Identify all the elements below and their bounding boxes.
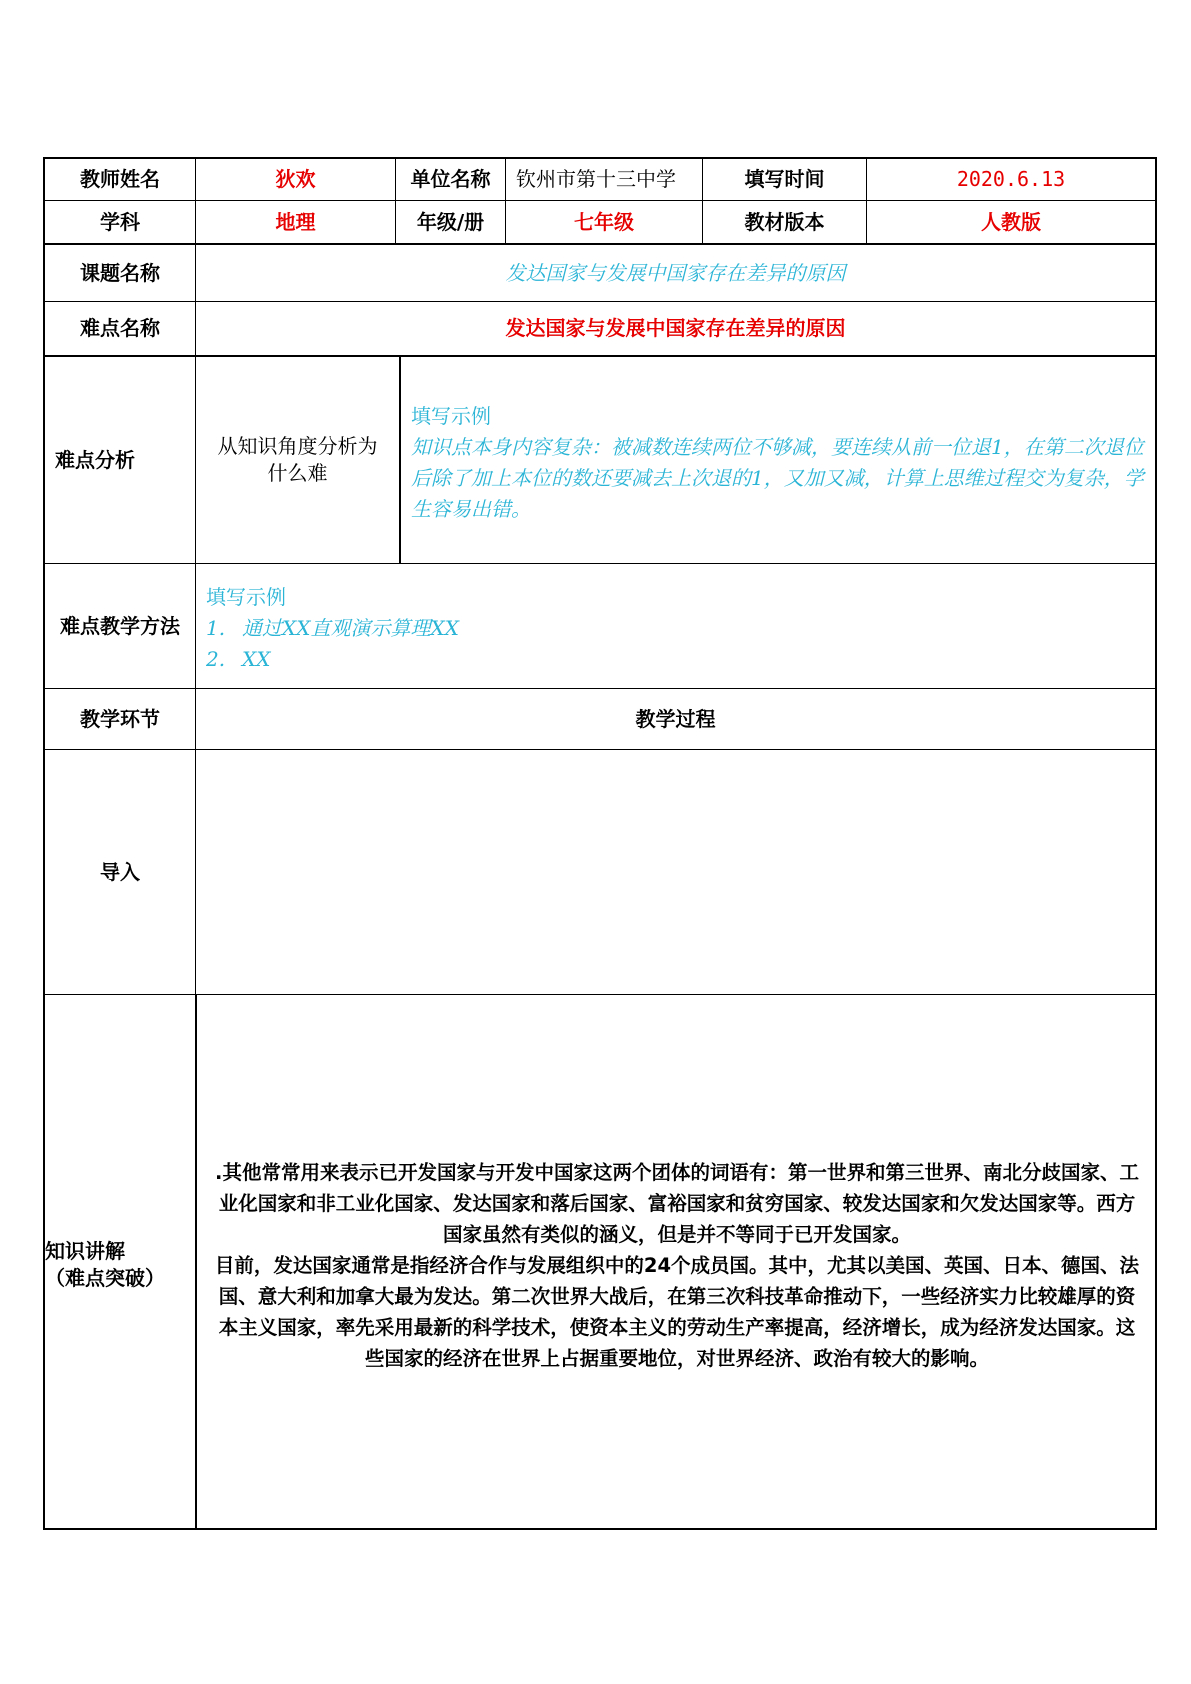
edition-value: 人教版 (866, 201, 1155, 243)
analysis-question-line1: 从知识角度分析为 (217, 434, 378, 458)
method-item-text: 通过XX直观演示算理XX (242, 616, 459, 640)
method-item (206, 644, 270, 675)
knowledge-content (195, 995, 1155, 1528)
date-label: 填写时间 (702, 159, 866, 200)
analysis-label: 难点分析 (55, 447, 135, 472)
knowledge-paragraph-1: .其他常常用来表示已开发国家与开发中国家这两个团体的词语有：第一世界和第三世界、南北分歧国家、工业化国家和非工业化国家、发达国家和落后国家、富裕国家和贫穷国家、较发达国家和欠发达国家等。西方国家虽然有类似的涵义，但是并不等同于已开发国家。 (215, 1161, 1139, 1246)
lesson-plan-table (43, 157, 1157, 1530)
teacher-name: 狄欢 (195, 159, 395, 200)
method-label: 难点教学方法 (60, 613, 180, 638)
stage-label: 教学环节 (80, 706, 160, 731)
intro-label: 导入 (100, 859, 140, 884)
knowledge-paragraph-2: 目前，发达国家通常是指经济合作与发展组织中的24个成员国。其中，尤其以美国、英国、日本、德国、法国、意大利和加拿大最为发达。第二次世界大战后，在第三次科技革命推动下，一些经济实力比较雄厚的资本主义国家，率先采用最新的科学技术，使资本主义的劳动生产率提高，经济增长，成为经济发达国家。这些国家的经济在世界上占据重要地位，对世界经济、政治有较大的影响。 (214, 1254, 1140, 1370)
fill-date: 2020.6.13 (866, 159, 1155, 200)
intro-row (43, 750, 1157, 995)
analysis-example (399, 357, 1155, 563)
method-item-number: 2. (206, 647, 226, 671)
process-label: 教学过程 (195, 689, 1155, 749)
analysis-question (195, 357, 399, 563)
unit-name: 钦州市第十三中学 (505, 159, 702, 200)
method-row (43, 564, 1157, 689)
analysis-row (43, 357, 1157, 564)
topic-value: 发达国家与发展中国家存在差异的原因 (195, 245, 1155, 301)
header-row-1 (43, 157, 1157, 201)
difficulty-label: 难点名称 (80, 316, 160, 340)
knowledge-label-line2: （难点突破） (45, 1265, 165, 1290)
grade-label: 年级/册 (395, 201, 505, 243)
method-item-number: 1. (206, 616, 226, 640)
method-item-text: XX (242, 647, 271, 671)
unit-label: 单位名称 (395, 159, 505, 200)
method-example-title: 填写示例 (206, 585, 286, 609)
knowledge-row (43, 995, 1157, 1530)
topic-label: 课题名称 (80, 260, 160, 285)
header-row-2 (43, 201, 1157, 245)
topic-row (43, 245, 1157, 302)
edition-label: 教材版本 (702, 201, 866, 243)
subject-label: 学科 (100, 209, 140, 234)
analysis-question-line2: 什么难 (267, 461, 328, 485)
analysis-example-title: 填写示例 (411, 404, 491, 428)
method-example (195, 564, 1155, 688)
teacher-label: 教师姓名 (80, 167, 160, 191)
intro-content (195, 750, 1155, 994)
knowledge-label (45, 995, 195, 1528)
method-item (206, 613, 459, 644)
process-header-row (43, 689, 1157, 750)
difficulty-value: 发达国家与发展中国家存在差异的原因 (195, 302, 1155, 355)
difficulty-row (43, 302, 1157, 357)
analysis-example-text: 知识点本身内容复杂：被减数连续两位不够减，要连续从前一位退1，在第二次退位后除了加上本位的数还要减去上次退的1，又加又减，计算上思维过程交为复杂，学生容易出错。 (411, 435, 1144, 521)
knowledge-label-line1: 知识讲解 (45, 1238, 125, 1263)
grade-value: 七年级 (505, 201, 702, 243)
subject-value: 地理 (195, 201, 395, 243)
